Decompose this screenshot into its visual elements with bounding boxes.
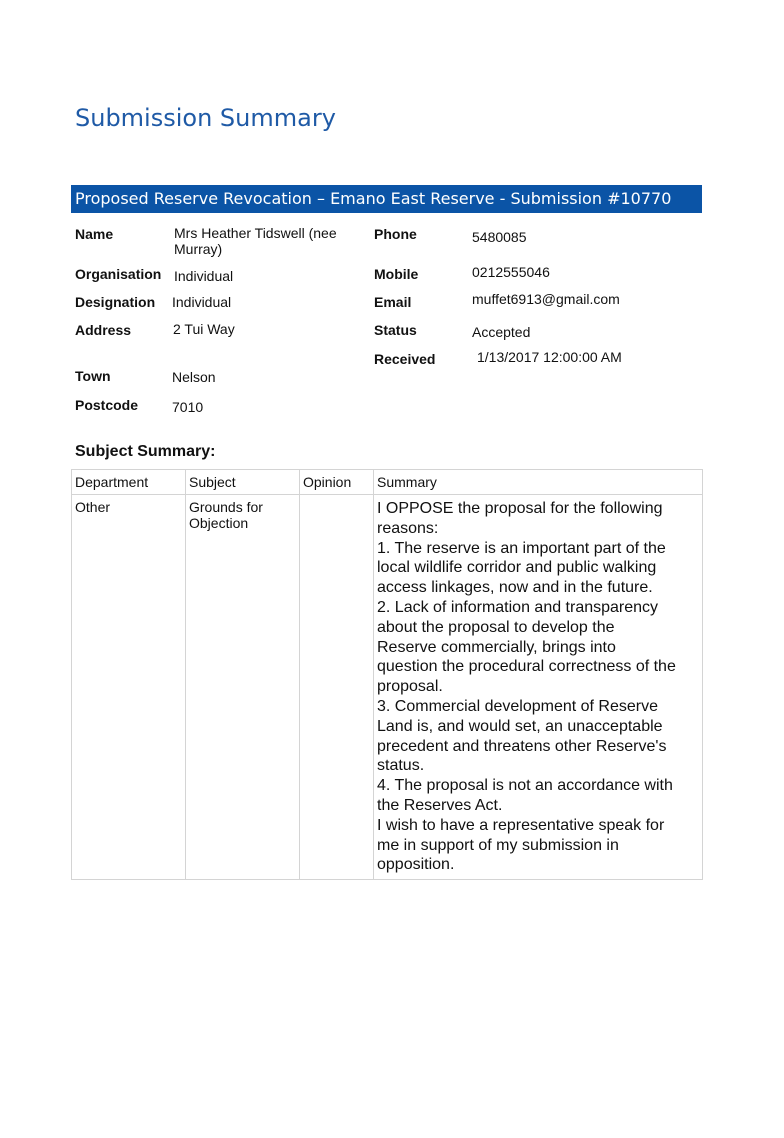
town-label: Town	[75, 368, 111, 384]
table-header-row	[72, 470, 703, 495]
organisation-value: Individual	[174, 268, 234, 284]
column-header-summary: Summary	[374, 470, 703, 495]
summary-line: I OPPOSE the proposal for the following	[377, 500, 663, 517]
postcode-value: 7010	[172, 399, 204, 415]
phone-label: Phone	[374, 226, 417, 242]
summary-cell	[374, 495, 703, 880]
summary-line: 3. Commercial development of Reserve	[377, 697, 659, 715]
designation-value: Individual	[172, 294, 232, 310]
column-header-opinion: Opinion	[300, 470, 374, 495]
submission-banner: Proposed Reserve Revocation – Emano East Reserve - Submission #10770	[71, 185, 702, 213]
name-value-line2: Murray)	[174, 241, 223, 257]
status-value: Accepted	[472, 324, 531, 340]
summary-line: proposal.	[377, 678, 443, 696]
summary-line: Land is, and would set, an unacceptable	[377, 717, 663, 735]
name-value-line1: Mrs Heather Tidswell (nee	[174, 225, 337, 241]
department-cell: Other	[72, 495, 186, 880]
email-value: muffet6913@gmail.com	[472, 291, 620, 307]
summary-line: Reserve commercially, brings into	[377, 638, 616, 656]
status-label: Status	[374, 322, 417, 338]
summary-line: 2. Lack of information and transparency	[377, 598, 659, 616]
postcode-label: Postcode	[75, 397, 139, 413]
summary-line: question the procedural correctness of the	[377, 658, 676, 676]
mobile-label: Mobile	[374, 266, 419, 282]
table-row	[72, 495, 703, 880]
designation-label: Designation	[75, 294, 156, 310]
subject-line2: Objection	[189, 515, 249, 531]
email-label: Email	[374, 294, 412, 310]
phone-value: 5480085	[472, 229, 527, 245]
page-title: Submission Summary	[75, 104, 336, 132]
summary-line: local wildlife corridor and public walking	[377, 559, 657, 577]
address-label: Address	[75, 322, 132, 338]
summary-line: I wish to have a representative speak for	[377, 816, 665, 834]
summary-line: 4. The proposal is not an accordance with	[377, 777, 673, 795]
summary-line: precedent and threatens other Reserve's	[377, 737, 667, 755]
town-value: Nelson	[172, 369, 216, 385]
summary-line: status.	[377, 757, 425, 775]
address-value: 2 Tui Way	[173, 321, 235, 337]
received-value: 1/13/2017 12:00:00 AM	[477, 349, 622, 365]
summary-line: about the proposal to develop the	[377, 618, 615, 636]
subject-summary-heading: Subject Summary:	[75, 443, 216, 460]
summary-line: 1. The reserve is an important part of the	[377, 539, 666, 557]
subject-cell	[186, 495, 300, 880]
mobile-value: 0212555046	[472, 264, 550, 280]
summary-line: reasons:	[377, 519, 439, 537]
opinion-cell	[300, 495, 374, 880]
column-header-department: Department	[72, 470, 186, 495]
subject-line1: Grounds for	[189, 499, 263, 515]
summary-line: me in support of my submission in	[377, 836, 619, 854]
subject-summary-table	[71, 469, 703, 880]
name-value	[174, 225, 337, 257]
organisation-label: Organisation	[75, 266, 162, 282]
summary-line: opposition.	[377, 856, 455, 874]
summary-line: the Reserves Act.	[377, 796, 503, 814]
name-label: Name	[75, 226, 114, 242]
summary-line: access linkages, now and in the future.	[377, 579, 653, 597]
column-header-subject: Subject	[186, 470, 300, 495]
received-label: Received	[374, 351, 436, 367]
